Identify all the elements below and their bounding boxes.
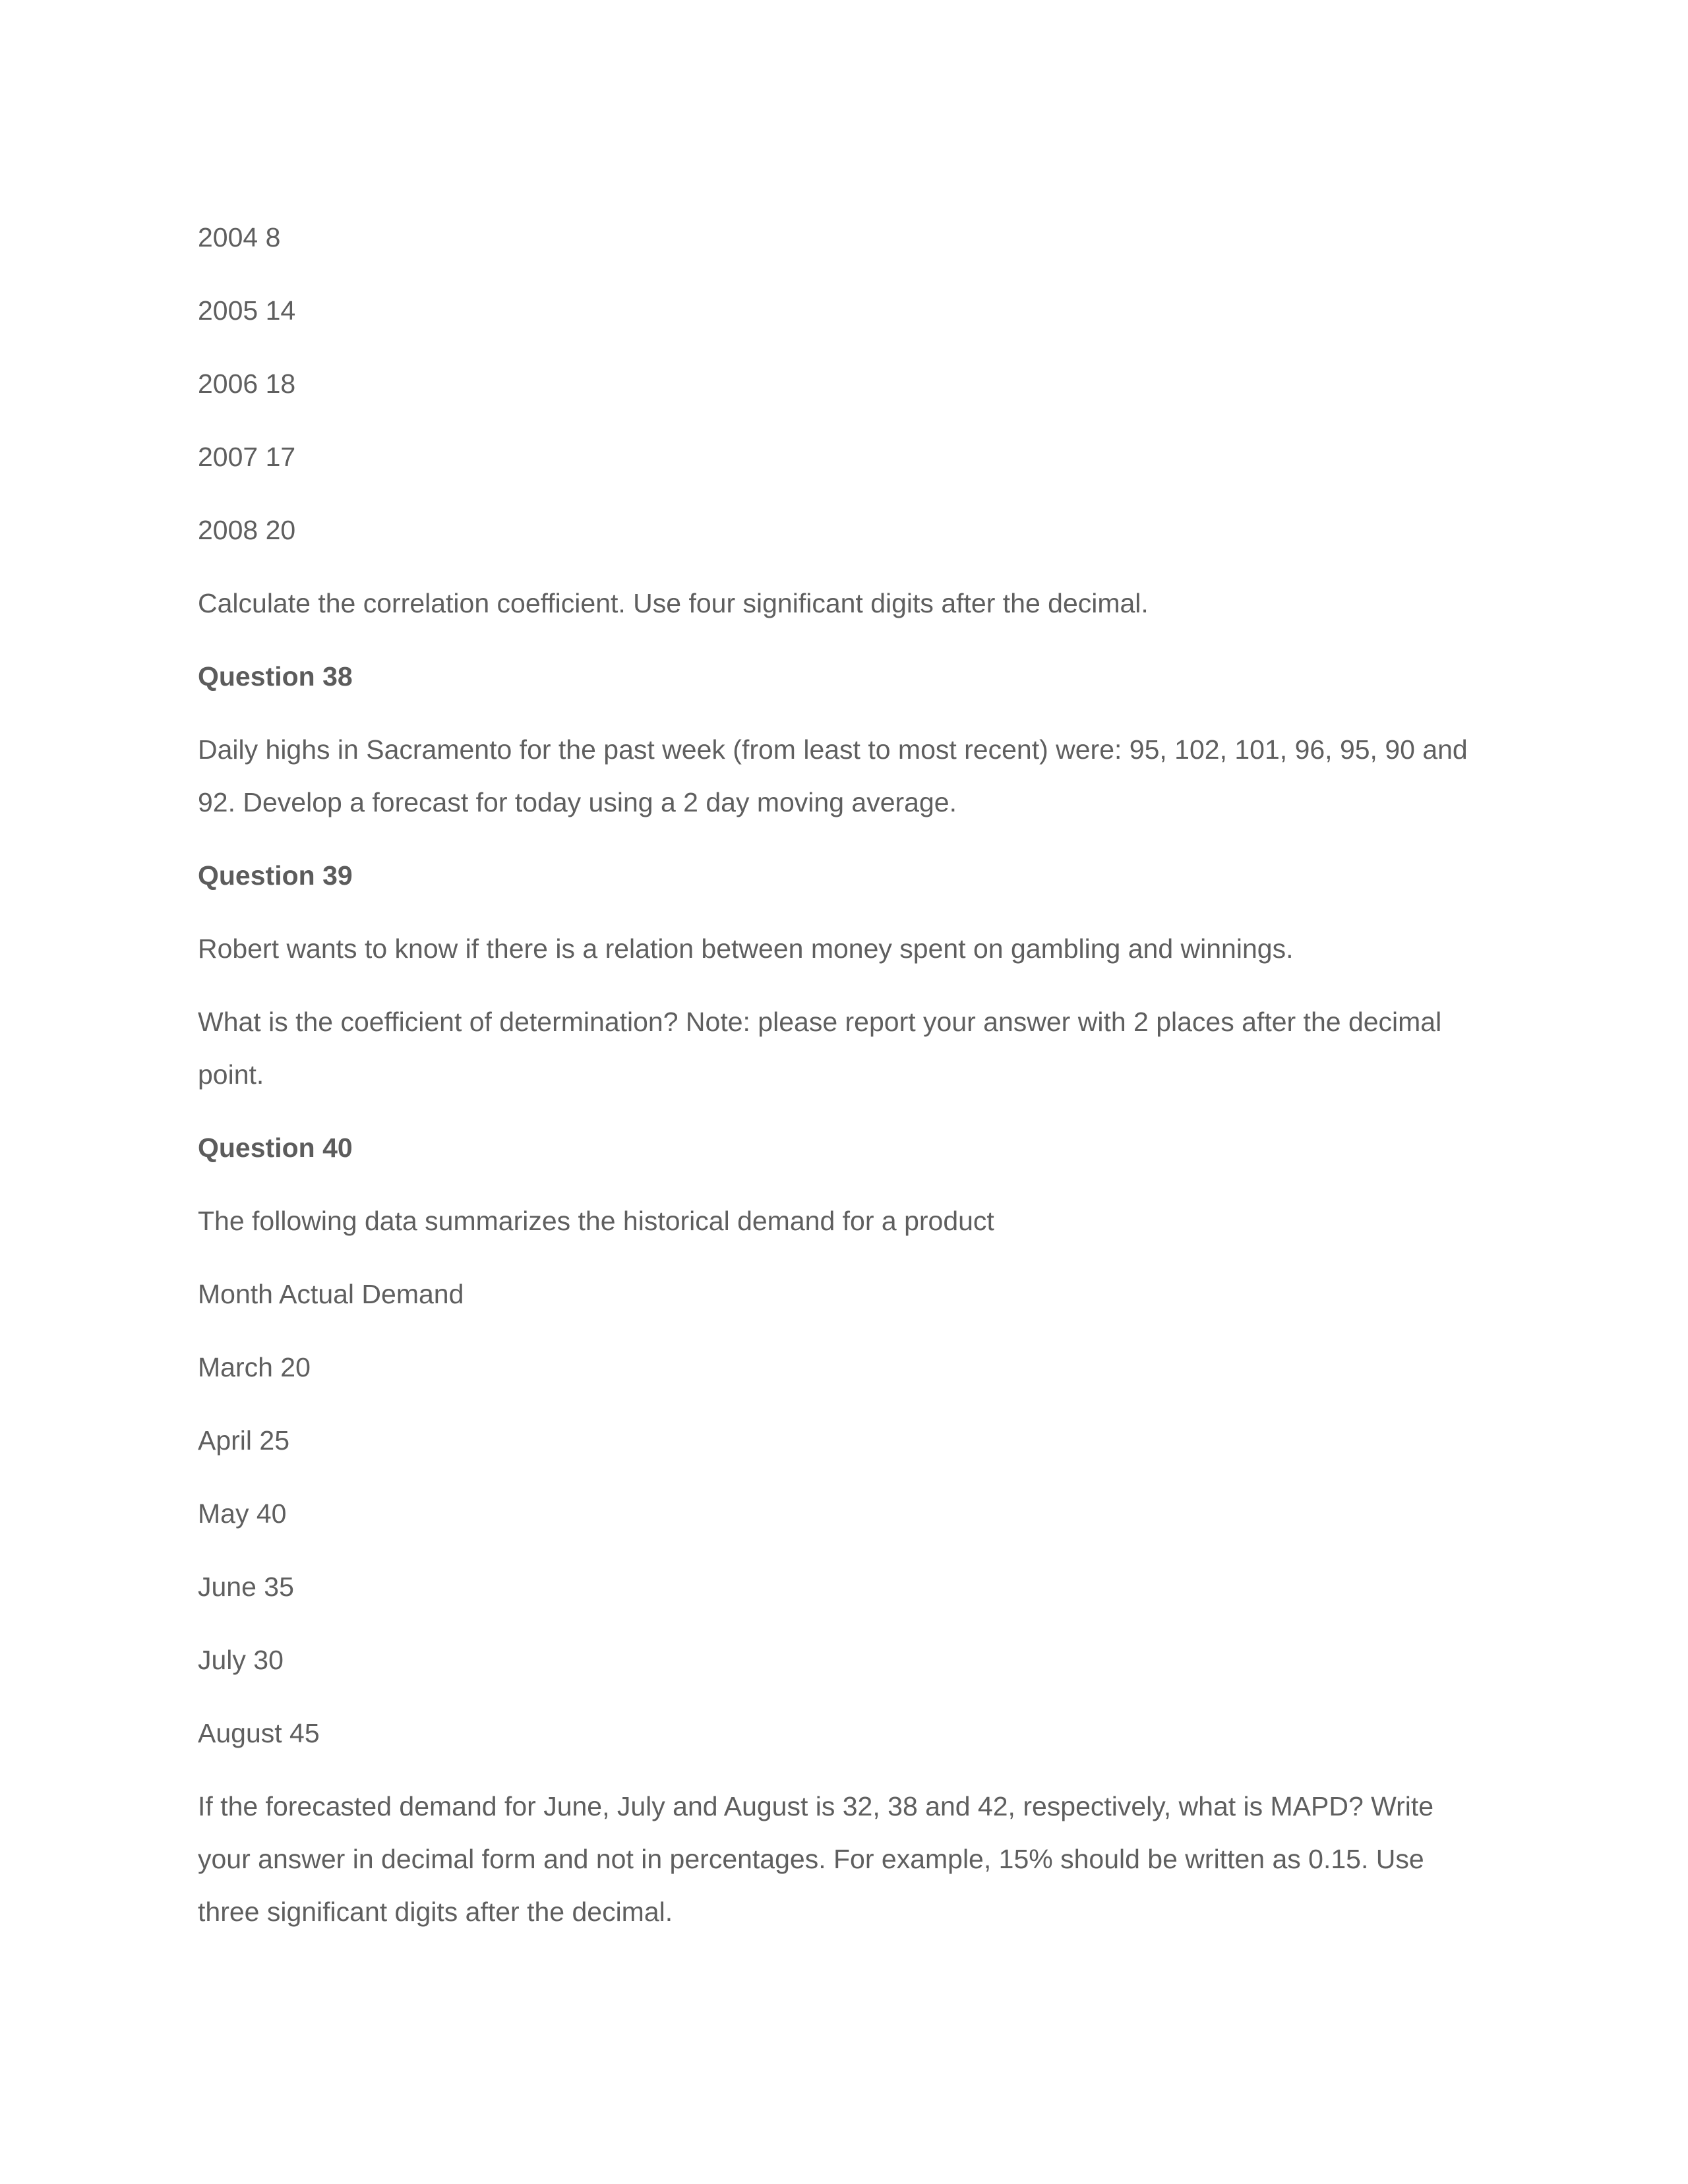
data-row: 2008 20	[198, 515, 296, 545]
data-row: May 40	[198, 1498, 287, 1529]
question-39-heading: Question 39	[198, 860, 353, 891]
q37-prompt: Calculate the correlation coefficient. Use four significant digits after the decimal.	[198, 588, 1149, 618]
data-row: July 30	[198, 1645, 284, 1675]
question-40-table-header: Month Actual Demand	[198, 1279, 464, 1309]
question-40-heading: Question 40	[198, 1133, 353, 1163]
question-40-prompt: If the forecasted demand for June, July and August is 32, 38 and 42, respectively, what is MAPD? Write your answer in decimal form and not in percentages. For example, 15% should be written as 0.15. Use three significant digits after the decimal.	[198, 1791, 1434, 1927]
data-row: 2004 8	[198, 222, 281, 252]
question-40-intro: The following data summarizes the historical demand for a product	[198, 1206, 994, 1236]
data-row: June 35	[198, 1572, 294, 1602]
question-39-text-2: What is the coefficient of determination? Note: please report your answer with 2 places after the decimal point.	[198, 1007, 1442, 1090]
question-38-text: Daily highs in Sacramento for the past week (from least to most recent) were: 95, 102, 101, 96, 95, 90 and 92. Develop a forecast for today using a 2 day moving average.	[198, 734, 1468, 817]
data-row: 2005 14	[198, 295, 296, 326]
data-row: August 45	[198, 1718, 320, 1748]
q37-data-rows	[198, 211, 1490, 556]
data-row: March 20	[198, 1352, 311, 1382]
q40-data-rows	[198, 1341, 1490, 1759]
data-row: April 25	[198, 1425, 290, 1456]
data-row: 2006 18	[198, 369, 296, 399]
question-39-text-1: Robert wants to know if there is a relation between money spent on gambling and winnings.	[198, 933, 1294, 964]
document-page	[198, 211, 1490, 1959]
question-38-heading: Question 38	[198, 661, 353, 692]
data-row: 2007 17	[198, 442, 296, 472]
